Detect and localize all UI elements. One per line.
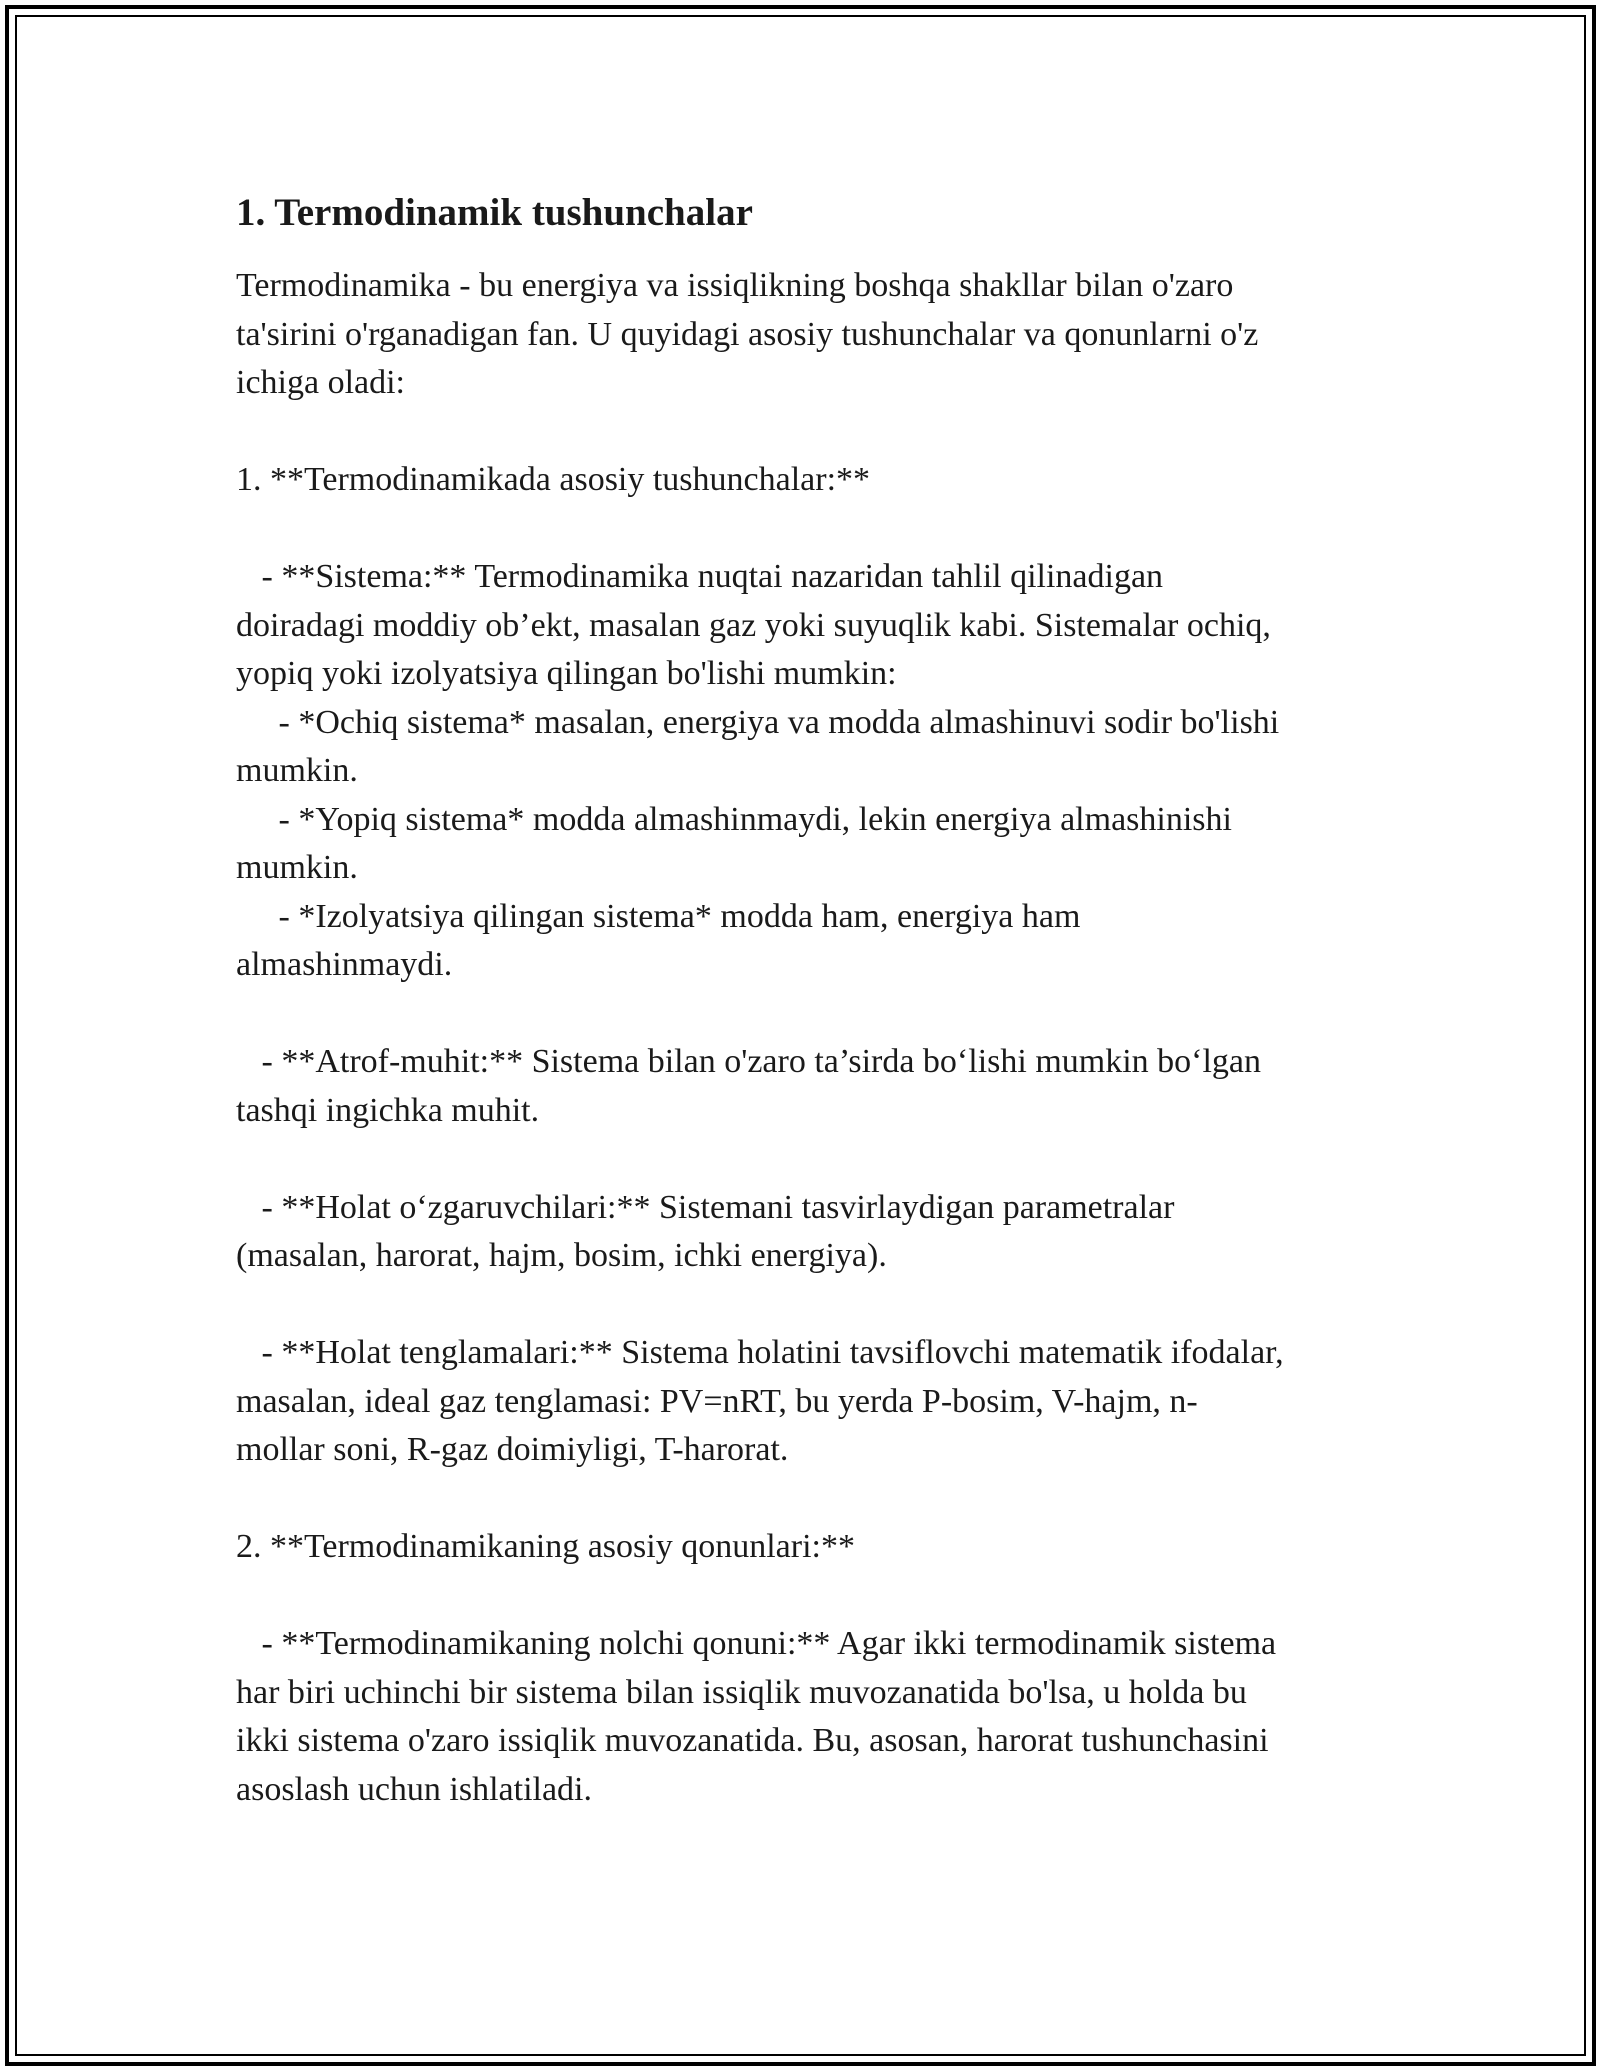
- text-line: - *Yopiq sistema* modda almashinmaydi, lekin energiya almashinishi: [236, 800, 1232, 838]
- text-line: ichiga oladi:: [236, 364, 406, 401]
- text-line: 2. **Termodinamikaning asosiy qonunlari:**: [236, 1528, 855, 1565]
- text-line: - *Ochiq sistema* masalan, energiya va modda almashinuvi sodir bo'lishi: [236, 703, 1280, 741]
- text-line: ikki sistema o'zaro issiqlik muvozanatida. Bu, asosan, harorat tushunchasini: [236, 1722, 1269, 1759]
- text-line: tashqi ingichka muhit.: [236, 1091, 540, 1129]
- page-title: 1. Termodinamik tushunchalar: [236, 191, 753, 234]
- text-line: - **Holat oʻzgaruvchilari:** Sistemani tasvirlaydigan parametralar: [236, 1188, 1175, 1226]
- text-line: - **Termodinamikaning nolchi qonuni:** Agar ikki termodinamik sistema: [236, 1625, 1277, 1662]
- text-line: Termodinamika - bu energiya va issiqlikning boshqa shakllar bilan o'zaro: [236, 267, 1234, 304]
- text-line: doiradagi moddiy ob’ekt, masalan gaz yoki suyuqlik kabi. Sistemalar ochiq,: [236, 606, 1271, 644]
- text-line: yopiq yoki izolyatsiya qilingan bo'lishi mumkin:: [236, 655, 897, 692]
- text-line: - **Atrof-muhit:** Sistema bilan o'zaro ta’sirda boʻlishi mumkin boʻlgan: [236, 1043, 1262, 1080]
- text-line: mollar soni, R-gaz doimiyligi, T-harorat.: [236, 1431, 789, 1468]
- text-line: asoslash uchun ishlatiladi.: [236, 1770, 593, 1808]
- text-line: 1. **Termodinamikada asosiy tushunchalar:**: [236, 461, 871, 498]
- text-line: - *Izolyatsiya qilingan sistema* modda ham, energiya ham: [236, 897, 1081, 935]
- text-line: ta'sirini o'rganadigan fan. U quyidagi asosiy tushunchalar va qonunlarni o'z: [236, 315, 1259, 353]
- text-line: har biri uchinchi bir sistema bilan issiqlik muvozanatida bo'lsa, u holda bu: [236, 1673, 1247, 1711]
- text-line: mumkin.: [236, 752, 358, 789]
- text-line: - **Holat tenglamalari:** Sistema holatini tavsiflovchi matematik ifodalar,: [236, 1334, 1284, 1371]
- blank-line: [236, 408, 1376, 457]
- text-line: - **Sistema:** Termodinamika nuqtai nazaridan tahlil qilinadigan: [236, 558, 1164, 595]
- text-lines: [236, 262, 1376, 1814]
- blank-line: [236, 1281, 1376, 1330]
- document-body: [236, 188, 1376, 1814]
- blank-line: [236, 1572, 1376, 1621]
- text-line: almashinmaydi.: [236, 946, 453, 983]
- blank-line: [236, 1475, 1376, 1524]
- text-line: masalan, ideal gaz tenglamasi: PV=nRT, bu yerda P-bosim, V-hajm, n-: [236, 1382, 1198, 1420]
- blank-line: [236, 505, 1376, 554]
- blank-line: [236, 990, 1376, 1039]
- blank-line: [236, 1135, 1376, 1184]
- text-line: mumkin.: [236, 849, 358, 886]
- text-line: (masalan, harorat, hajm, bosim, ichki energiya).: [236, 1237, 887, 1274]
